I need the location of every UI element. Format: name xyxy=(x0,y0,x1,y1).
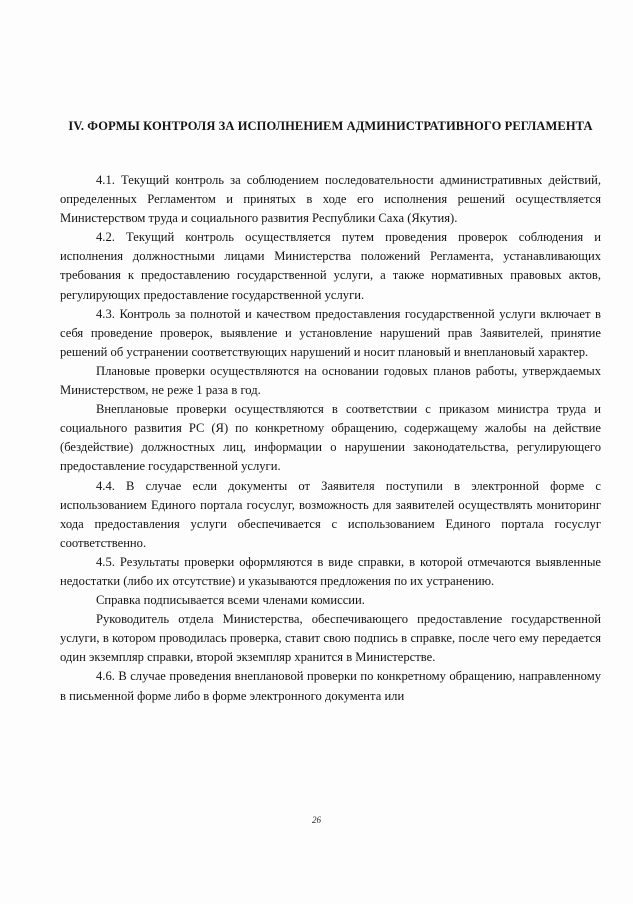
paragraph-4-3: 4.3. Контроль за полнотой и качеством предоставления государственной услуги включает в себя проведение проверок, выявление и установление нарушений прав Заявителей, принятие решений об устранении соответствующих нарушений и носит плановый и внеплановый характер. xyxy=(60,306,601,359)
paragraph-unplanned-checks: Внеплановые проверки осуществляются в соответствии с приказом министра труда и социального развития РС (Я) по конкретному обращению, содержащему жалобы на действие (бездействие) должностных лиц, информации о нарушении законодательства, регулирующего предоставление государственной услуги. xyxy=(60,402,601,474)
paragraph-4-6: 4.6. В случае проведения внеплановой проверки по конкретному обращению, направленному в письменной форме либо в форме электронного документа или xyxy=(60,669,601,703)
paragraph-signature: Справка подписывается всеми членами комиссии. xyxy=(96,593,365,608)
paragraph-4-4: 4.4. В случае если документы от Заявителя поступили в электронной форме с использованием Единого портала госуслуг, возможность для заявителей осуществлять мониторинг хода предоставления услуги обеспечивается с использованием Единого портала госуслуг соответственно. xyxy=(60,478,601,550)
document-body xyxy=(60,171,601,706)
paragraph-department-head: Руководитель отдела Министерства, обеспечивающего предоставление государственной услуги, в котором проводилась проверка, ставит свою подпись в справке, после чего ему передается один экземпляр справки, второй экземпляр хранится в Министерстве. xyxy=(60,612,601,665)
paragraph-planned-checks: Плановые проверки осуществляются на основании годовых планов работы, утверждаемых Министерством, не реже 1 раза в год. xyxy=(60,363,601,398)
paragraph-4-5: 4.5. Результаты проверки оформляются в виде справки, в которой отмечаются выявленные недостатки (либо их отсутствие) и указываются предложения по их устранению. xyxy=(60,554,601,588)
paragraph-4-1: 4.1. Текущий контроль за соблюдением последовательности административных действий, определенных Регламентом и принятых в ходе его исполнения решений осуществляется Министерством труда и социального развития Республики Саха (Якутия). xyxy=(60,173,601,226)
section-title: IV. ФОРМЫ КОНТРОЛЯ ЗА ИСПОЛНЕНИЕМ АДМИНИСТРАТИВНОГО РЕГЛАМЕНТА xyxy=(68,119,593,133)
paragraph-4-2: 4.2. Текущий контроль осуществляется путем проведения проверок соблюдения и исполнения должностными лицами Министерства положений Регламента, устанавливающих требования к предоставлению государственной услуги, а также нормативных правовых актов, регулирующих предоставление государственной услуги. xyxy=(60,230,601,302)
page-number: 26 xyxy=(312,815,321,825)
